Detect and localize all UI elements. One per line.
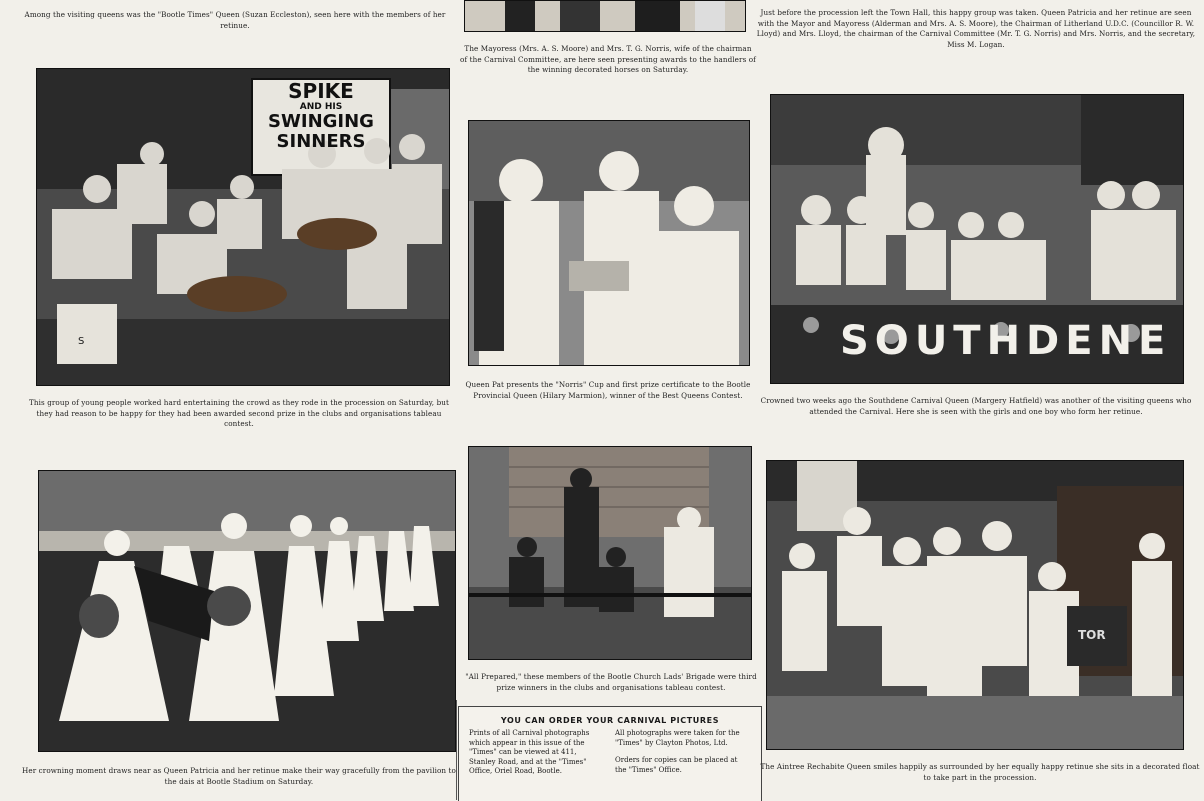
band-drum-letter: S (78, 336, 85, 347)
band-sign-line-3: SWINGING (268, 111, 374, 132)
caption-aintree: The Aintree Rechabite Queen smiles happily as surrounded by her equally happy retinue she sits in a decorated float to take part in the procession. (760, 762, 1200, 782)
southdene-float-text: SOUTHDENE (840, 318, 1172, 364)
caption-southdene: Crowned two weeks ago the Southdene Carnival Queen (Margery Hatfield) was another of the visiting queens who attended the Carnival. Here she is seen with the girls and one boy who form her retinue. (760, 396, 1192, 416)
caption-top-middle: The Mayoress (Mrs. A. S. Moore) and Mrs. T. G. Norris, wife of the chairman of the Carnival Committee, are here seen presenting awards to the handlers of the winning decorated horses on Saturday. (460, 44, 756, 74)
order-box-right-text-1: All photographs were taken for the "Times" by Clayton Photos, Ltd. (615, 729, 740, 747)
order-pictures-box (458, 706, 762, 801)
photo-aintree-rechabite (766, 460, 1184, 750)
caption-top-left: Among the visiting queens was the "Bootle Times" Queen (Suzan Eccleston), seen here with the members of her retinue. (24, 10, 446, 30)
band-sign-line-2: AND HIS (299, 102, 343, 112)
column-rule (456, 700, 457, 800)
band-sign-line-4: SINNERS (276, 131, 366, 152)
caption-brigade: "All Prepared," these members of the Bootle Church Lads' Brigade were third prize winners in the clubs and organisations tableau contest. (465, 672, 757, 692)
aintree-flag-text: TOR (1078, 628, 1106, 642)
caption-queen-pat: Queen Pat presents the "Norris" Cup and first prize certificate to the Bootle Provincial Queen (Hilary Marmion), winner of the Best Queens Contest. (465, 380, 751, 400)
order-box-left-text: Prints of all Carnival photographs which appear in this issue of the "Times" can be viewed at 411, Stanley Road, and at the "Times" Office, Oriel Road, Bootle. (469, 729, 590, 775)
order-box-right-text-2: Orders for copies can be placed at the "Times" Office. (615, 756, 738, 774)
caption-crowning: Her crowning moment draws near as Queen Patricia and her retinue make their way gracefully from the pavilion to the dais at Bootle Stadium on Saturday. (22, 766, 456, 786)
photo-church-lads-brigade (468, 446, 752, 660)
photo-horses-partial (464, 0, 746, 32)
photo-crowning (38, 470, 456, 752)
order-box-title: YOU CAN ORDER YOUR CARNIVAL PICTURES (500, 716, 720, 725)
band-sign-line-1: SPIKE (288, 79, 354, 103)
band-sign (254, 80, 388, 152)
photo-queen-pat (468, 120, 750, 366)
caption-band: This group of young people worked hard entertaining the crowd as they rode in the procession on Saturday, but they had reason to be happy for they had been awarded second prize in the clubs and organisations tableau contest. (29, 398, 449, 428)
caption-top-right: Just before the procession left the Town Hall, this happy group was taken. Queen Patricia and her retinue are seen with the Mayor and Mayoress (Alderman and Mrs. A. S. Moore), the Chairman of Litherland U.D.C. (Councillor R. W. Lloyd) and Mrs. Lloyd, the chairman of the Carnival Committee (Mr. T. G. Norris) and Mrs. Norris, and the secretary, Miss M. Logan. (756, 8, 1196, 49)
